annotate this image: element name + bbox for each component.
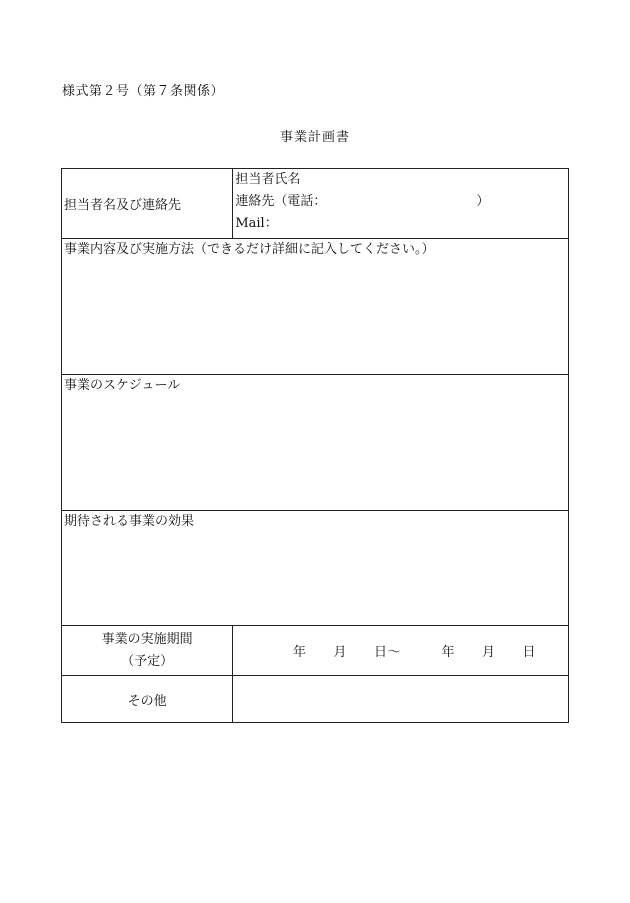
- content-row: [62, 239, 569, 375]
- other-value-cell[interactable]: [233, 676, 569, 723]
- effect-row: [62, 511, 569, 626]
- other-row: [62, 676, 569, 723]
- person-name-label: 担当者氏名: [235, 172, 301, 187]
- mail-field[interactable]: [235, 213, 568, 235]
- mail-label: Mail：: [235, 216, 278, 231]
- schedule-label: 事業のスケジュール: [64, 378, 181, 393]
- person-name-field[interactable]: [235, 169, 568, 191]
- contact-label: 担当者名及び連絡先: [62, 169, 233, 239]
- period-date-range: 年 月 日～ 年 月 日: [293, 645, 537, 660]
- content-cell[interactable]: [62, 239, 569, 375]
- phone-field[interactable]: [235, 191, 568, 213]
- document-title: 事業計画書: [279, 130, 350, 145]
- contact-detail-cell[interactable]: [233, 169, 569, 239]
- phone-label: 連絡先（電話：: [235, 194, 327, 209]
- period-row: [62, 626, 569, 676]
- expected-effect-label: 期待される事業の効果: [64, 514, 195, 529]
- form-number: 様式第２号（第７条関係）: [62, 84, 225, 99]
- effect-cell[interactable]: [62, 511, 569, 626]
- contact-row: [62, 169, 569, 239]
- period-value-cell[interactable]: [233, 626, 569, 676]
- period-label-cell: [62, 626, 233, 676]
- schedule-cell[interactable]: [62, 375, 569, 511]
- phone-close-paren: ）: [476, 194, 490, 209]
- other-label: その他: [62, 676, 233, 723]
- content-method-label: 事業内容及び実施方法（できるだけ詳細に記入してください。）: [64, 242, 435, 257]
- schedule-row: [62, 375, 569, 511]
- period-label-note: （予定）: [121, 653, 174, 669]
- business-plan-table: [61, 168, 569, 723]
- period-label: 事業の実施期間: [101, 631, 193, 647]
